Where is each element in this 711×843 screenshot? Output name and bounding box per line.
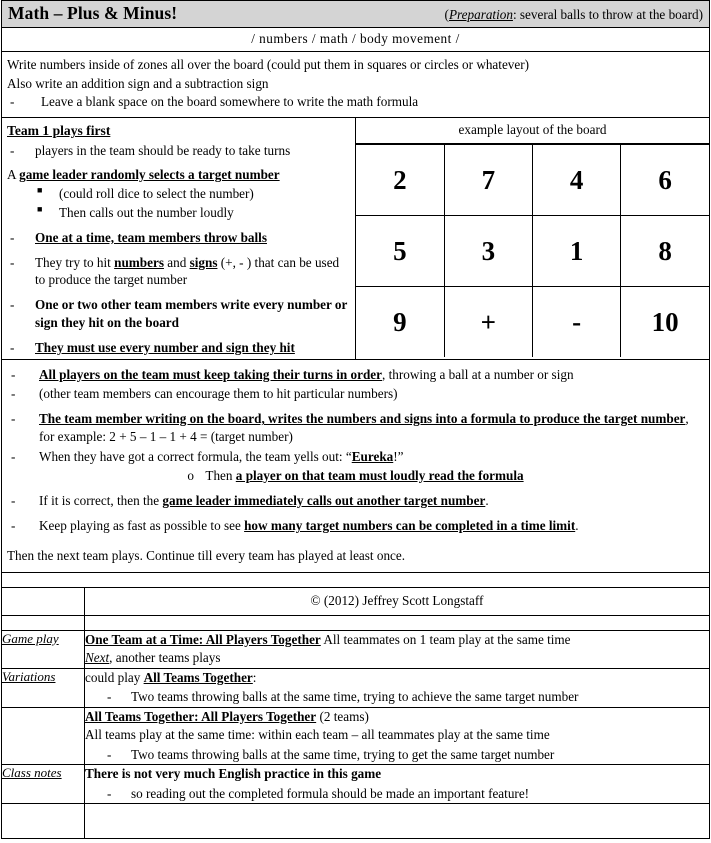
narrative-item-6-post: . xyxy=(485,492,489,508)
narrative-item-2-text: (other team members can encourage them to hit particular numbers) xyxy=(39,385,398,401)
narrative-item-5 xyxy=(7,467,704,485)
title-cell xyxy=(2,1,709,28)
item-2-emphasis: game leader randomly selects a target number xyxy=(19,167,280,183)
dash-marker: - xyxy=(107,785,112,801)
variations-row-2 xyxy=(2,707,709,764)
variations-line-1-post: : xyxy=(252,669,257,685)
team-rules-sub-2-text: Then calls out the number loudly xyxy=(59,204,234,220)
gameplay-narrative xyxy=(2,360,709,572)
variations-line-3: All teams play at the same time: within each team – all teammates play at the same time xyxy=(85,727,550,743)
dash-marker: - xyxy=(10,339,15,355)
variations-bullet-1-text: Two teams throwing balls at the same time, trying to achieve the same target number xyxy=(131,689,579,705)
dash-marker: - xyxy=(10,229,15,245)
copyright-icon: © xyxy=(310,592,321,608)
board-cell-1-1: 3 xyxy=(444,216,532,287)
dash-marker: - xyxy=(11,411,16,427)
dash-marker: - xyxy=(11,518,16,534)
gameplay-line-2-rest: , another teams plays xyxy=(109,650,221,666)
variations-label-cell xyxy=(2,668,85,707)
main-sheet xyxy=(2,1,709,588)
tags-cell xyxy=(2,28,709,52)
board-cell-0-0: 2 xyxy=(356,145,444,216)
eureka-word: Eureka xyxy=(351,448,394,464)
spacer-cell-bottom-right xyxy=(85,804,710,839)
variations-label: Variations xyxy=(2,668,56,684)
variations-bullet-2-text: Two teams throwing balls at the same time, trying to get the same target number xyxy=(131,746,555,762)
narrative-item-5-inline xyxy=(187,467,523,485)
copyright-label-cell xyxy=(2,588,85,616)
tags-row xyxy=(2,28,709,52)
square-bullet-icon: ■ xyxy=(37,185,43,196)
gameplay-line-1-rest: All teammates on 1 team play at the same time xyxy=(320,631,571,647)
circle-bullet-icon: o xyxy=(187,467,194,483)
square-bullet-icon: ■ xyxy=(37,203,43,214)
board-row xyxy=(356,145,709,216)
spacer-row-top xyxy=(2,572,709,587)
gameplay-label: Game play xyxy=(2,630,59,646)
dash-marker: - xyxy=(11,385,16,401)
board-cell-0-3: 6 xyxy=(621,145,709,216)
item-4-e: (+, - ) that can be used to produce the target number xyxy=(35,254,340,288)
board-cell-0-1: 7 xyxy=(444,145,532,216)
title-row xyxy=(2,1,709,28)
variations-line-1-bold: All Teams Together xyxy=(143,669,253,685)
team-rules-item-1 xyxy=(7,142,351,160)
variations-row xyxy=(2,668,709,707)
narrative-item-2 xyxy=(7,385,704,403)
intro-block xyxy=(2,52,709,117)
team-rules-item-6-text: They must use every number and sign they hit xyxy=(35,339,295,355)
dash-marker: - xyxy=(107,689,112,705)
team-rules-heading: Team 1 plays first xyxy=(7,123,111,139)
team-rules-item-2 xyxy=(7,166,351,184)
spacer-cell-bottom-left xyxy=(2,804,85,839)
spacer-cell-top xyxy=(2,572,709,587)
narrative-item-6-pre: If it is correct, then the xyxy=(39,492,163,508)
dash-marker: - xyxy=(10,142,15,158)
intro-cell xyxy=(2,52,709,118)
dash-marker: - xyxy=(10,254,15,270)
gameplay-line-1 xyxy=(85,631,709,649)
intro-line-1: Write numbers inside of zones all over the board (could put them in squares or circles or whatever) xyxy=(7,57,530,72)
page-title: Math – Plus & Minus! xyxy=(8,3,178,23)
team-rules-item-6 xyxy=(7,339,351,357)
titlebar xyxy=(2,1,709,27)
narrative-item-5-pre: Then xyxy=(205,467,236,483)
preparation-label: Preparation xyxy=(448,7,513,22)
board-cell-2-2: - xyxy=(533,287,621,358)
narrative-closing: Then the next team plays. Continue till every team has played at least once. xyxy=(7,548,406,564)
narrative-item-1 xyxy=(7,366,704,384)
board-cell-1-2: 1 xyxy=(533,216,621,287)
board-cell-2-1: + xyxy=(444,287,532,358)
team-rules-sub-1 xyxy=(7,185,351,203)
variations-line-2 xyxy=(85,708,709,726)
narrative-item-6 xyxy=(7,492,704,510)
board-row xyxy=(356,287,709,358)
gameplay-label-cell xyxy=(2,630,85,668)
board-row xyxy=(356,216,709,287)
gameplay-next-label: Next xyxy=(85,650,110,666)
category-tags: / numbers / math / body movement / xyxy=(251,31,460,46)
variations-content-cell xyxy=(85,668,710,707)
intro-line-2: Also write an addition sign and a subtraction sign xyxy=(7,75,269,91)
variations-content-cell-2 xyxy=(85,707,710,764)
narrative-item-3-emphasis: The team member writing on the board, writes the numbers and signs into a formula to produce the target number xyxy=(39,411,686,427)
class-notes-content-cell xyxy=(85,765,710,804)
spacer-row-bottom xyxy=(2,804,709,839)
team-rules-item-5 xyxy=(7,296,351,332)
item-4-numbers: numbers xyxy=(114,254,164,270)
item-2-prefix: A xyxy=(7,167,20,183)
narrative-item-1-rest: , throwing a ball at a number or sign xyxy=(382,366,574,382)
item-4-signs: signs xyxy=(189,254,218,270)
board-cell-2-0: 9 xyxy=(356,287,444,358)
spacer-cell-mid-left xyxy=(2,615,85,630)
copyright-text: (2012) Jeffrey Scott Longstaff xyxy=(323,592,484,608)
worksheet-page xyxy=(1,0,710,839)
variations-line-1 xyxy=(85,669,709,687)
variations-line-1-pre: could play xyxy=(85,669,144,685)
variations-line-2-bold: All Teams Together: All Players Together xyxy=(85,708,317,724)
narrative-item-7-pre: Keep playing as fast as possible to see xyxy=(39,518,245,534)
narrative-item-5-emphasis: a player on that team must loudly read the formula xyxy=(235,467,524,483)
gameplay-content-cell xyxy=(85,630,710,668)
board-grid xyxy=(356,144,709,357)
copyright-notice xyxy=(85,588,709,615)
intro-line-3 xyxy=(7,93,704,112)
board-title: example layout of the board xyxy=(356,118,709,144)
variations-line-2-rest: (2 teams) xyxy=(316,708,369,724)
class-notes-label-cell xyxy=(2,765,85,804)
gameplay-line-2 xyxy=(85,649,709,667)
narrative-item-1-emphasis: All players on the team must keep taking their turns in order xyxy=(39,366,382,382)
item-4-a: They try to hit xyxy=(35,254,115,270)
narrative-item-7-post: . xyxy=(575,518,579,534)
narrative-item-4-post: !” xyxy=(393,448,404,464)
team-rules xyxy=(2,118,355,358)
dash-marker: - xyxy=(11,492,16,508)
dash-marker: - xyxy=(11,448,16,464)
intro-line-3-text: Leave a blank space on the board somewhere to write the math formula xyxy=(41,94,419,110)
dash-marker: - xyxy=(10,94,15,110)
class-notes-row xyxy=(2,765,709,804)
narrative-item-4 xyxy=(7,448,704,466)
team-rules-item-3 xyxy=(7,229,351,247)
rules-cell xyxy=(2,118,356,359)
variations-label-cell-2 xyxy=(2,707,85,764)
narrative-item-3 xyxy=(7,410,704,446)
narrative-item-6-emphasis: game leader immediately calls out another target number xyxy=(162,492,486,508)
preparation-text: : several balls to throw at the board) xyxy=(512,7,703,22)
variations-bullet-1 xyxy=(85,688,709,706)
spacer-row-mid xyxy=(2,615,709,630)
team-rules-sub-2 xyxy=(7,204,351,222)
spacer-cell-mid-right xyxy=(85,615,710,630)
rules-board-row xyxy=(2,118,709,359)
board-cell xyxy=(356,118,710,359)
board-cell-0-2: 4 xyxy=(533,145,621,216)
variations-bullet-2 xyxy=(85,746,709,764)
narrative-item-3-rest: , for example: 2 + 5 – 1 – 1 + 4 = (target number) xyxy=(39,411,689,445)
board-cell-1-3: 8 xyxy=(621,216,709,287)
class-notes-line-1: There is not very much English practice in this game xyxy=(85,766,382,782)
narrative-item-4-pre: When they have got a correct formula, the team yells out: “ xyxy=(39,448,352,464)
paren-open: ( xyxy=(444,7,449,22)
team-rules-item-5-text: One or two other team members write every number or sign they hit on the board xyxy=(35,297,348,331)
narrative-item-7-emphasis: how many target numbers can be completed in a time limit xyxy=(244,518,576,534)
class-notes-bullet-1 xyxy=(85,785,709,803)
dash-marker: - xyxy=(11,366,16,382)
dash-marker: - xyxy=(10,297,15,313)
copyright-row xyxy=(2,588,709,616)
team-rules-sub-1-text: (could roll dice to select the number) xyxy=(59,186,254,202)
gameplay-row xyxy=(2,630,709,668)
bottom-sheet xyxy=(2,588,709,838)
intro-row xyxy=(2,52,709,118)
board-cell-2-3: 10 xyxy=(621,287,709,358)
class-notes-bullet-1-text: so reading out the completed formula should be made an important feature! xyxy=(131,785,530,801)
item-4-c: and xyxy=(163,254,190,270)
gameplay-line-1-bold: One Team at a Time: All Players Together xyxy=(85,631,321,647)
board-cell-1-0: 5 xyxy=(356,216,444,287)
narrative-item-7 xyxy=(7,517,704,535)
preparation-note xyxy=(445,7,703,23)
dash-marker: - xyxy=(107,746,112,762)
class-notes-label: Class notes xyxy=(2,765,62,781)
gameplay-narrative-cell xyxy=(2,359,709,572)
team-rules-item-4 xyxy=(7,254,351,290)
team-rules-item-1-text: players in the team should be ready to take turns xyxy=(35,142,291,158)
team-rules-item-3-text: One at a time, team members throw balls xyxy=(35,229,267,245)
gameplay-narrative-row xyxy=(2,359,709,572)
copyright-cell xyxy=(85,588,710,616)
